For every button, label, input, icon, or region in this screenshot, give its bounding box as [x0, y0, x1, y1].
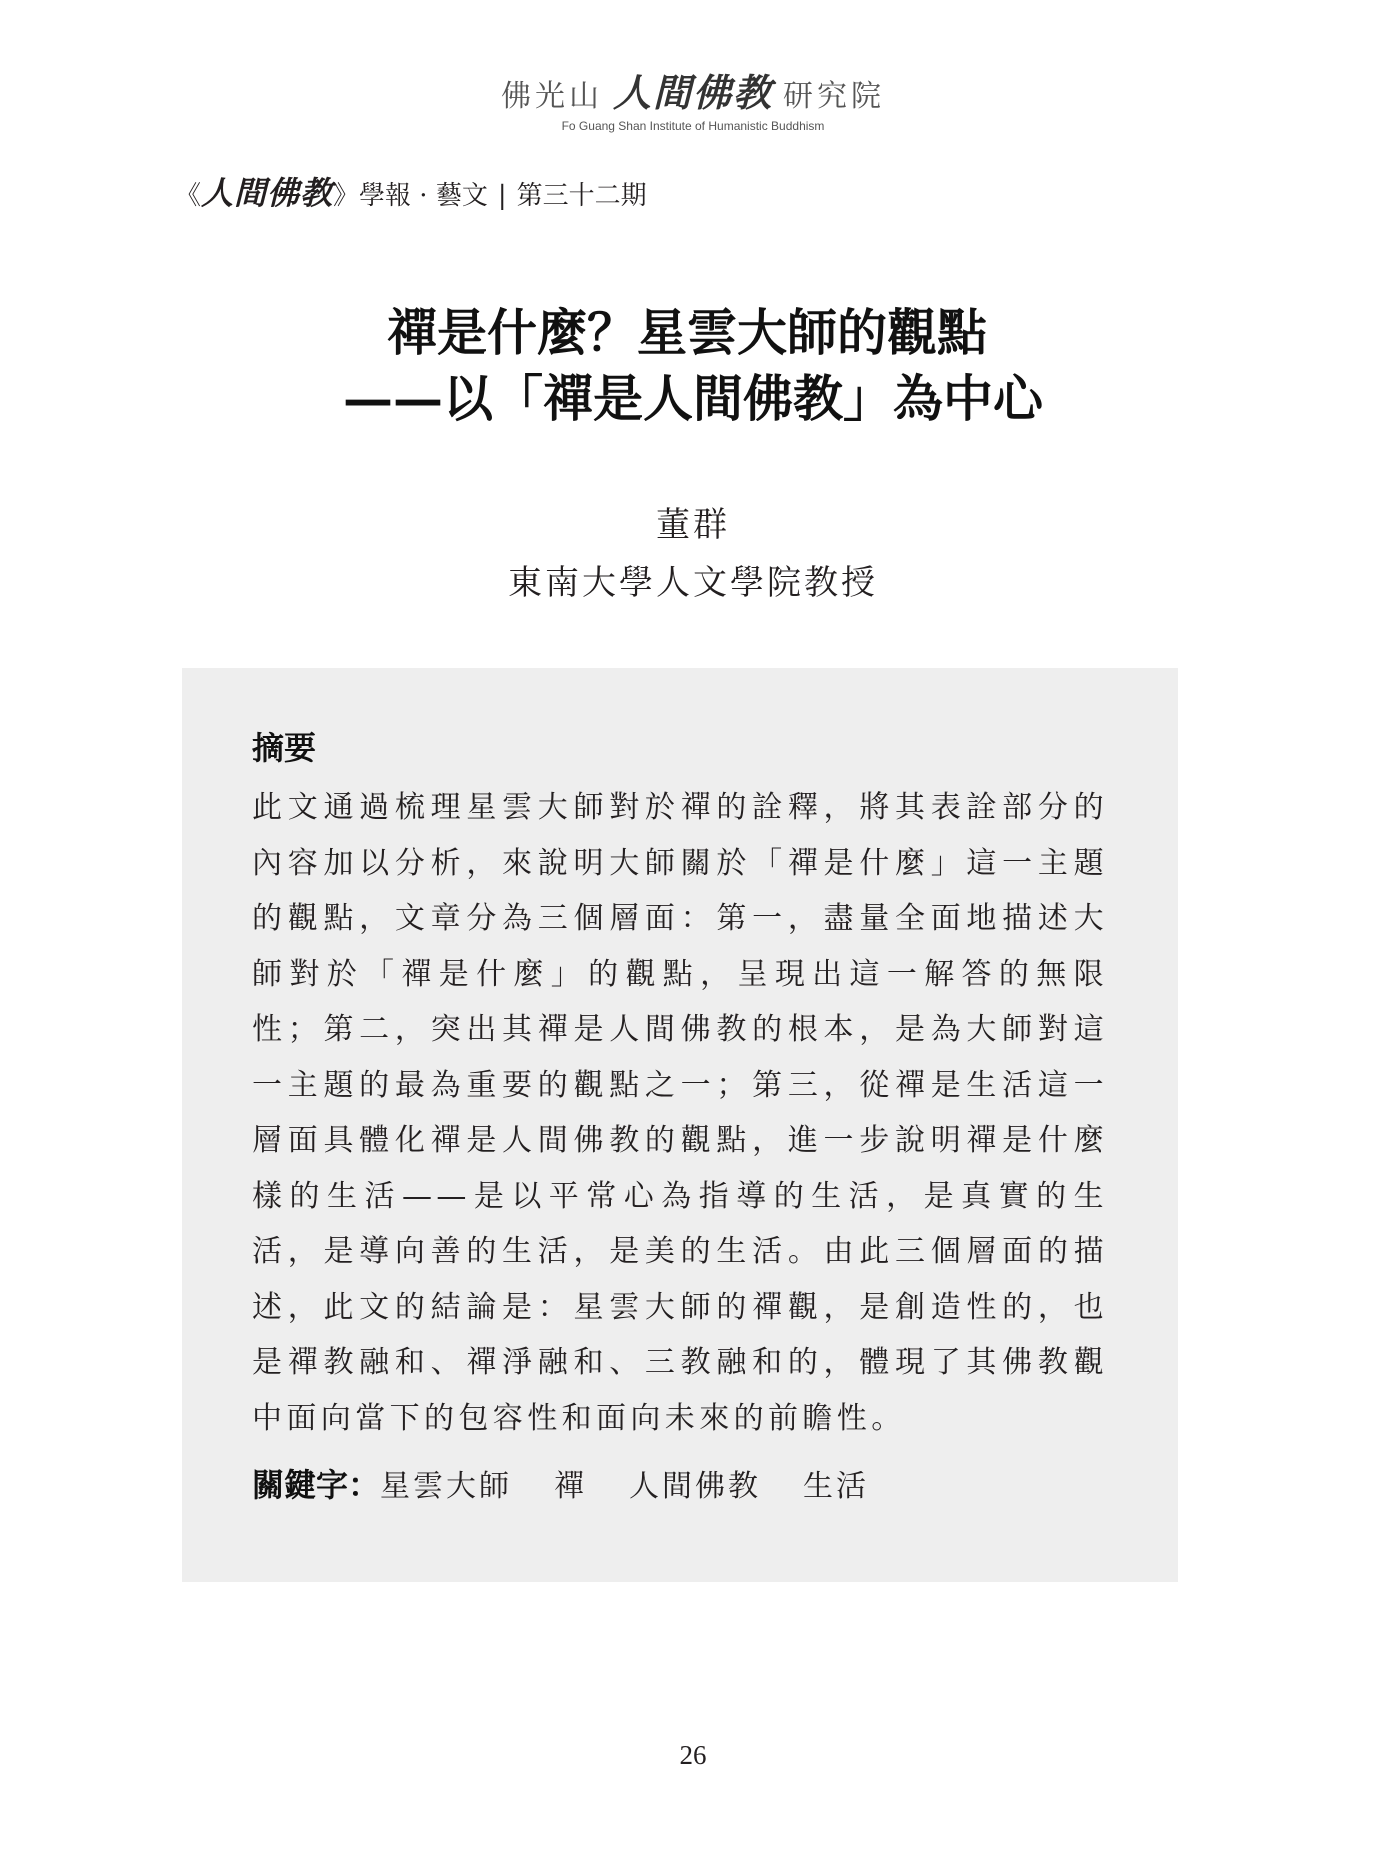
abstract-heading: 摘要: [252, 729, 317, 767]
title-main: 禪是什麼？星雲大師的觀點: [387, 303, 987, 362]
journal-name: 學報 · 藝文: [359, 181, 488, 211]
author-name: 董群: [656, 505, 730, 545]
institute-english-name: Fo Guang Shan Institute of Humanistic Buddhism: [561, 119, 825, 133]
keywords: [252, 1460, 1108, 1512]
article-title: [0, 300, 1386, 432]
title-subtitle: ——以「禪是人間佛教」為中心: [343, 369, 1043, 428]
journal-running-head: [175, 168, 647, 214]
journal-close-bracket: 》: [333, 181, 360, 211]
page-number: 26: [679, 1740, 707, 1770]
keyword: 生活: [803, 1469, 870, 1504]
journal-brand-logo: 人間佛教: [201, 174, 334, 212]
journal-divider: |: [497, 181, 507, 211]
abstract-content: [252, 726, 1108, 1512]
institute-header: [0, 62, 1386, 133]
institute-suffix: 研究院: [783, 79, 885, 114]
institute-brand-logo: 人間佛教: [612, 70, 773, 115]
journal-issue: 第三十二期: [516, 181, 647, 211]
keywords-label: 關鍵字：: [252, 1466, 381, 1504]
journal-open-bracket: 《: [175, 181, 202, 211]
keyword: 人間佛教: [629, 1469, 762, 1504]
keyword: 星雲大師: [380, 1469, 513, 1504]
institute-name: [0, 62, 1386, 117]
institute-prefix: 佛光山: [500, 79, 603, 114]
author-info: [0, 496, 1386, 612]
author-affiliation: 東南大學人文學院教授: [508, 563, 878, 603]
abstract-box: [182, 668, 1178, 1582]
keyword: 禪: [554, 1469, 588, 1504]
abstract-body: 此文通過梳理星雲大師對於禪的詮釋，將其表詮部分的內容加以分析，來說明大師關於「禪是什麼」這一主題的觀點，文章分為三個層面：第一，盡量全面地描述大師對於「禪是什麼」的觀點，呈現出這一解答的無限性；第二，突出其禪是人間佛教的根本，是為大師對這一主題的最為重要的觀點之一；第三，從禪是生活這一層面具體化禪是人間佛教的觀點，進一步說明禪是什麼樣的生活——是以平常心為指導的生活，是真實的生活，是導向善的生活，是美的生活。由此三個層面的描述，此文的結論是：星雲大師的禪觀，是創造性的，也是禪教融和、禪淨融和、三教融和的，體現了其佛教觀中面向當下的包容性和面向未來的前瞻性。: [252, 790, 1108, 1436]
